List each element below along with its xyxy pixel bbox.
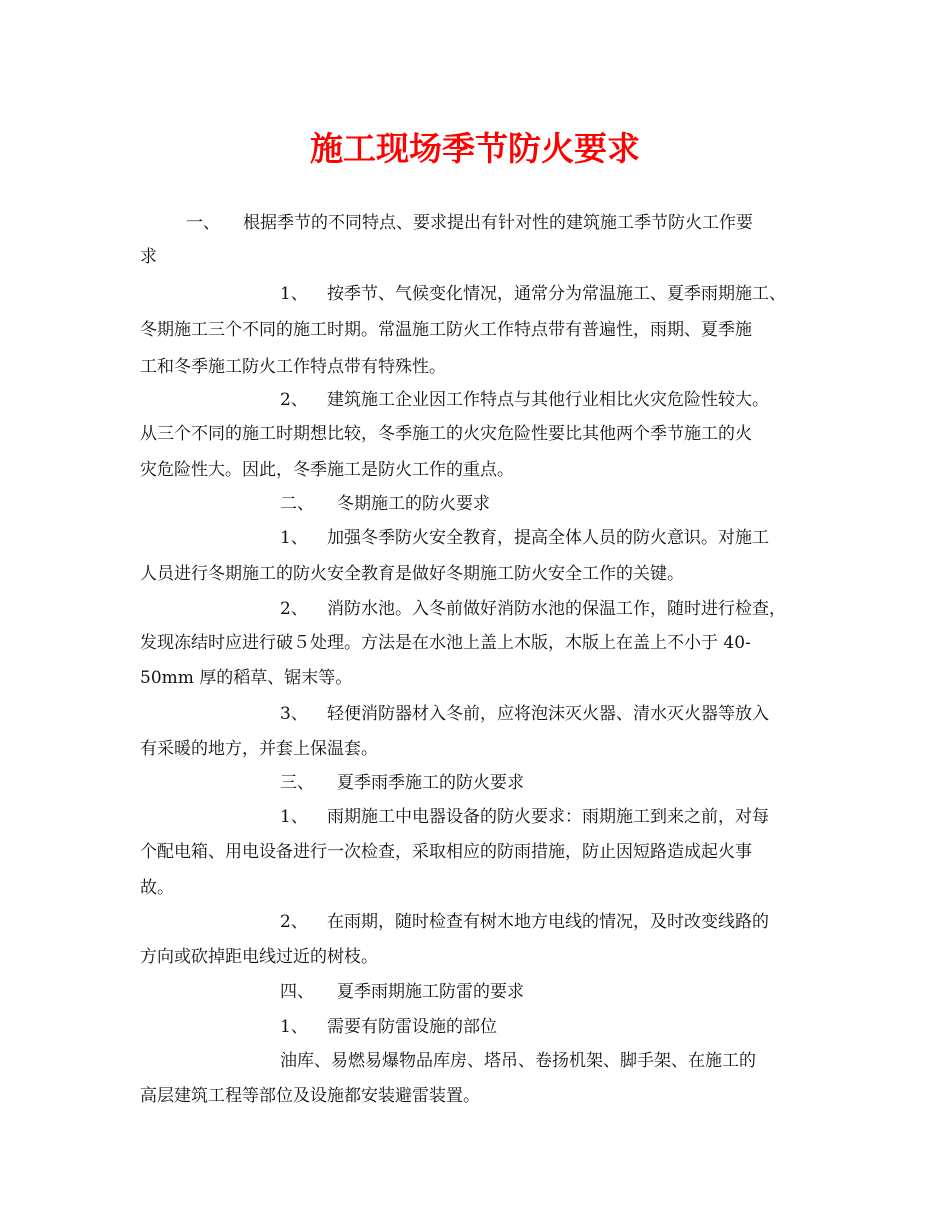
section-number: 二、 <box>280 494 314 514</box>
section-3-heading <box>280 771 524 795</box>
section-4-heading <box>280 980 524 1004</box>
item-number: 2、 <box>280 390 308 410</box>
section-number: 四、 <box>280 982 314 1002</box>
text-line: 50mm 厚的稻草、锯末等。 <box>140 668 353 688</box>
text-line: 发现冻结时应进行破５处理。方法是在水池上盖上木版，木版上在盖上不小于 40- <box>140 633 751 653</box>
section-number: 一、 <box>186 213 220 233</box>
item-number: 2、 <box>280 599 308 619</box>
paragraph-1-line-1 <box>280 282 786 306</box>
item-number: 1、 <box>280 807 308 827</box>
section-number: 三、 <box>280 773 314 793</box>
paragraph-text: 消防水池。入冬前做好消防水池的保温工作，随时进行检查， <box>327 599 786 619</box>
paragraph-4-line-1 <box>280 597 786 621</box>
text-line: 有采暖的地方，并套上保温套。 <box>140 739 378 759</box>
paragraph-2-line-1 <box>280 388 769 412</box>
text-line: 油库、易燃易爆物品库房、塔吊、卷扬机架、脚手架、在施工的 <box>280 1051 756 1071</box>
text-line: 故。 <box>140 878 174 898</box>
text-line: 灾危险性大。因此，冬季施工是防火工作的重点。 <box>140 460 514 480</box>
text-line: 求 <box>140 247 157 267</box>
document-title: 施工现场季节防火要求 <box>310 129 640 168</box>
item-number: 1、 <box>280 528 308 548</box>
text-line: 从三个不同的施工时期想比较，冬季施工的火灾危险性要比其他两个季节施工的火 <box>140 424 752 444</box>
text-line: 冬期施工三个不同的施工时期。常温施工防火工作特点带有普遍性，雨期、夏季施 <box>140 320 752 340</box>
text-line: 人员进行冬期施工的防火安全教育是做好冬期施工防火安全工作的关键。 <box>140 564 684 584</box>
item-number: 1、 <box>280 284 308 304</box>
item-number: 1、 <box>280 1017 308 1037</box>
paragraph-text: 加强冬季防火安全教育，提高全体人员的防火意识。对施工 <box>327 528 769 548</box>
section-text: 夏季雨期施工防雷的要求 <box>337 982 524 1002</box>
item-number: 2、 <box>280 912 308 932</box>
paragraph-text: 雨期施工中电器设备的防火要求：雨期施工到来之前，对每 <box>327 807 769 827</box>
section-2-heading <box>280 492 490 516</box>
paragraph-3-line-1 <box>280 526 769 550</box>
paragraph-text: 按季节、气候变化情况，通常分为常温施工、夏季雨期施工、 <box>327 284 786 304</box>
paragraph-6-line-1 <box>280 805 769 829</box>
text-line: 高层建筑工程等部位及设施都安装避雷装置。 <box>140 1086 480 1106</box>
text-line: 个配电箱、用电设备进行一次检查，采取相应的防雨措施，防止因短路造成起火事 <box>140 842 752 862</box>
paragraph-7-line-1 <box>280 910 769 934</box>
paragraph-text: 建筑施工企业因工作特点与其他行业相比火灾危险性较大。 <box>327 390 769 410</box>
section-1-heading <box>186 211 753 235</box>
paragraph-text: 在雨期，随时检查有树木地方电线的情况，及时改变线路的 <box>327 912 769 932</box>
paragraph-text: 需要有防雷设施的部位 <box>327 1017 497 1037</box>
text-line: 方向或砍掉距电线过近的树枝。 <box>140 947 378 967</box>
section-text: 冬期施工的防火要求 <box>337 494 490 514</box>
paragraph-8-line-1 <box>280 1015 497 1039</box>
text-line: 工和冬季施工防火工作特点带有特殊性。 <box>140 357 446 377</box>
section-text: 根据季节的不同特点、要求提出有针对性的建筑施工季节防火工作要 <box>243 213 753 233</box>
section-text: 夏季雨季施工的防火要求 <box>337 773 524 793</box>
paragraph-text: 轻便消防器材入冬前，应将泡沫灭火器、清水灭火器等放入 <box>327 704 769 724</box>
paragraph-5-line-1 <box>280 702 769 726</box>
item-number: 3、 <box>280 704 308 724</box>
